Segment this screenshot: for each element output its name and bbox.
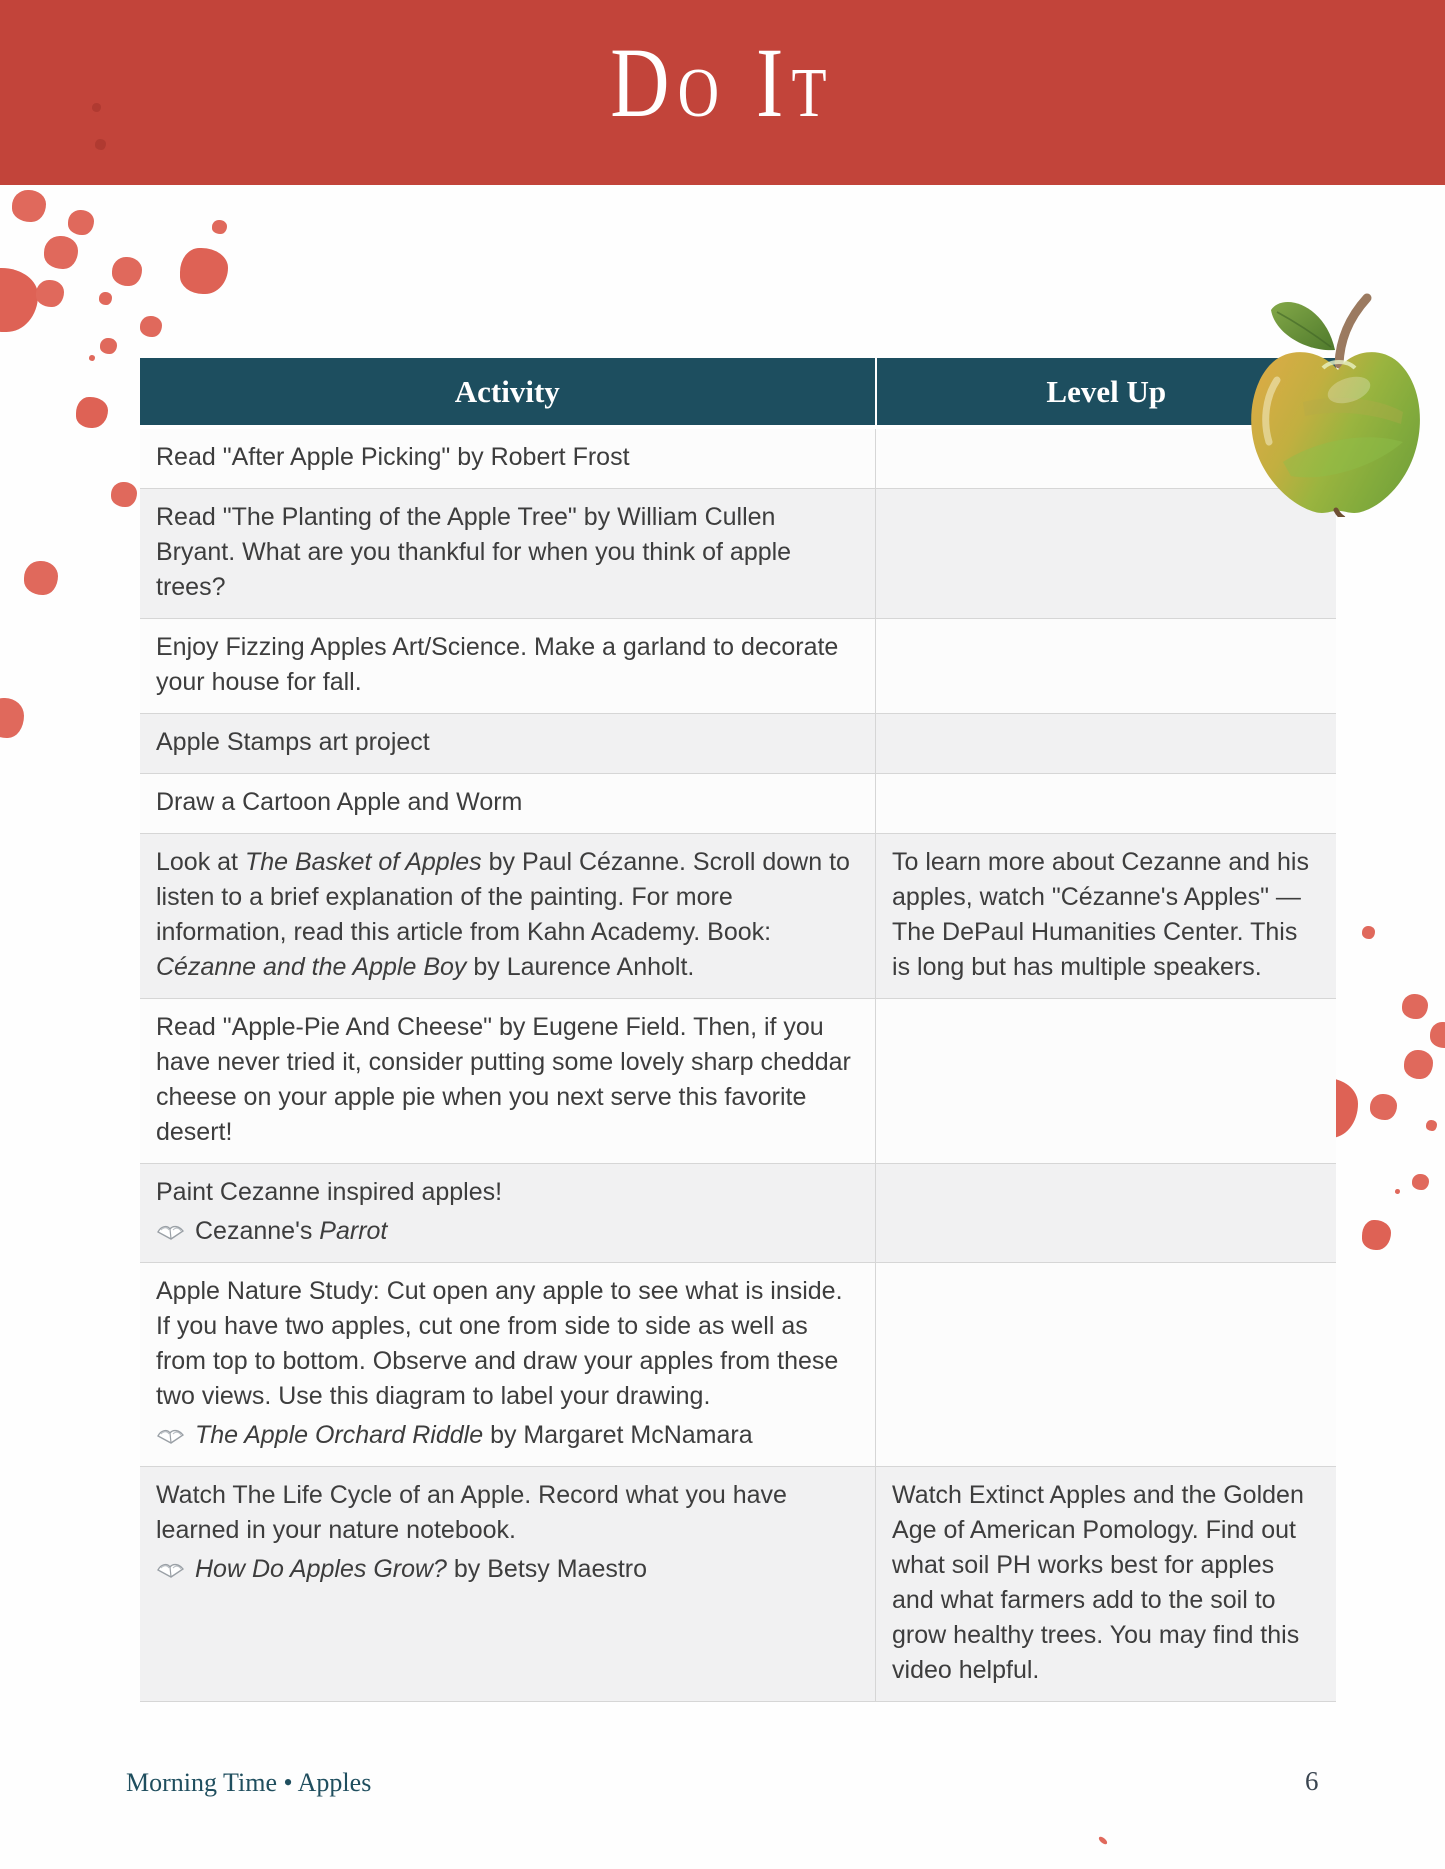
paint-splatter — [112, 257, 142, 286]
table-row — [140, 427, 1336, 489]
table-row — [140, 619, 1336, 714]
table-row — [140, 1164, 1336, 1263]
activity-cell — [140, 1164, 876, 1263]
book-icon — [156, 1426, 186, 1445]
table-row — [140, 774, 1336, 834]
activity-text: Watch The Life Cycle of an Apple. Record what you have learned in your nature notebook. — [156, 1481, 787, 1545]
activity-cell — [140, 1263, 876, 1467]
column-header-level-up-label: Level Up — [1046, 374, 1167, 409]
level-up-cell — [876, 1263, 1336, 1467]
level-up-cell: Watch Extinct Apples and the Golden Age of American Pomology. Find out what soil PH works best for apples and what farmers add to the soil to grow healthy trees. You may find this video helpful. — [876, 1467, 1336, 1702]
activity-cell: Enjoy Fizzing Apples Art/Science. Make a garland to decorate your house for fall. — [140, 619, 876, 714]
paint-splatter — [1426, 1120, 1437, 1131]
level-up-cell: To learn more about Cezanne and his apples, watch "Cézanne's Apples" — The DePaul Humanities Center. This is long but has multiple speakers. — [876, 834, 1336, 999]
paint-splatter — [140, 316, 162, 337]
table-row — [140, 489, 1336, 619]
book-reference — [156, 1552, 857, 1587]
level-up-cell — [876, 619, 1336, 714]
paint-splatter — [1098, 1835, 1109, 1845]
level-up-cell — [876, 1164, 1336, 1263]
paint-splatter — [0, 698, 24, 738]
table-row — [140, 1263, 1336, 1467]
paint-splatter — [1370, 1094, 1397, 1120]
book-icon — [156, 1560, 186, 1579]
activity-cell: Read "After Apple Picking" by Robert Frost — [140, 427, 876, 489]
activity-cell: Read "The Planting of the Apple Tree" by William Cullen Bryant. What are you thankful for when you think of apple trees? — [140, 489, 876, 619]
activity-cell: Look at The Basket of Apples by Paul Cézanne. Scroll down to listen to a brief explanation of the painting. For more information, read this article from Kahn Academy. Book: Cézanne and the Apple Boy by Laurence Anholt. — [140, 834, 876, 999]
book-title: Parrot — [319, 1217, 388, 1246]
paint-splatter — [12, 190, 46, 222]
activity-table — [140, 358, 1336, 1702]
table-row — [140, 834, 1336, 999]
paint-splatter — [89, 355, 95, 361]
apple-illustration — [1243, 252, 1428, 517]
book-reference-text: How Do Apples Grow? by Betsy Maestro — [195, 1555, 648, 1584]
paint-splatter — [100, 338, 117, 354]
paint-splatter — [1430, 1022, 1445, 1048]
book-title: The Apple Orchard Riddle — [195, 1421, 484, 1450]
paint-splatter — [1395, 1189, 1400, 1194]
activity-cell — [140, 1467, 876, 1702]
level-up-cell — [876, 999, 1336, 1164]
paint-splatter — [1402, 994, 1428, 1019]
level-up-cell — [876, 714, 1336, 774]
paint-splatter — [1362, 926, 1375, 939]
paint-splatter — [180, 248, 228, 294]
table-row — [140, 714, 1336, 774]
paint-splatter — [36, 280, 64, 307]
footer-label: Morning Time • Apples — [126, 1768, 372, 1797]
book-title: Cézanne and the Apple Boy — [156, 953, 467, 982]
table-row — [140, 1467, 1336, 1702]
paint-splatter — [1362, 1220, 1391, 1250]
apple-body — [1251, 352, 1420, 513]
paint-splatter — [76, 397, 108, 428]
activity-cell: Apple Stamps art project — [140, 714, 876, 774]
banner — [0, 0, 1445, 185]
paint-splatter — [0, 268, 38, 332]
activity-text: Paint Cezanne inspired apples! — [156, 1178, 503, 1207]
book-title: The Basket of Apples — [244, 848, 482, 877]
activity-cell: Read "Apple-Pie And Cheese" by Eugene Field. Then, if you have never tried it, consider putting some lovely sharp cheddar cheese on your apple pie when you next serve this favorite desert! — [140, 999, 876, 1164]
table-header-row — [140, 358, 1336, 427]
paint-splatter — [99, 292, 112, 305]
level-up-cell — [876, 774, 1336, 834]
book-reference — [156, 1418, 857, 1453]
paint-splatter — [24, 561, 58, 595]
book-title: How Do Apples Grow? — [195, 1555, 447, 1584]
column-header-activity-label: Activity — [454, 374, 560, 409]
paint-splatter — [44, 236, 78, 269]
activity-text: Apple Nature Study: Cut open any apple to see what is inside. If you have two apples, cut one from side to side as well as from top to bottom. Observe and draw your apples from these two views. Use this diagram to label your drawing. — [156, 1277, 843, 1411]
page-number: 6 — [1305, 1766, 1319, 1796]
book-reference — [156, 1214, 857, 1249]
paint-splatter — [1412, 1174, 1429, 1190]
paint-splatter — [212, 220, 227, 234]
book-reference-text: Cezanne's Parrot — [195, 1217, 388, 1246]
activity-cell: Draw a Cartoon Apple and Worm — [140, 774, 876, 834]
table-row — [140, 999, 1336, 1164]
book-reference-text: The Apple Orchard Riddle by Margaret McNamara — [195, 1421, 753, 1450]
column-header-activity — [140, 358, 876, 427]
paint-splatter — [95, 139, 106, 150]
paint-splatter — [111, 482, 137, 507]
paint-splatter — [1404, 1050, 1433, 1079]
page-title: Do It — [610, 27, 835, 138]
paint-splatter — [92, 103, 101, 112]
paint-splatter — [68, 210, 94, 235]
book-icon — [156, 1222, 186, 1241]
